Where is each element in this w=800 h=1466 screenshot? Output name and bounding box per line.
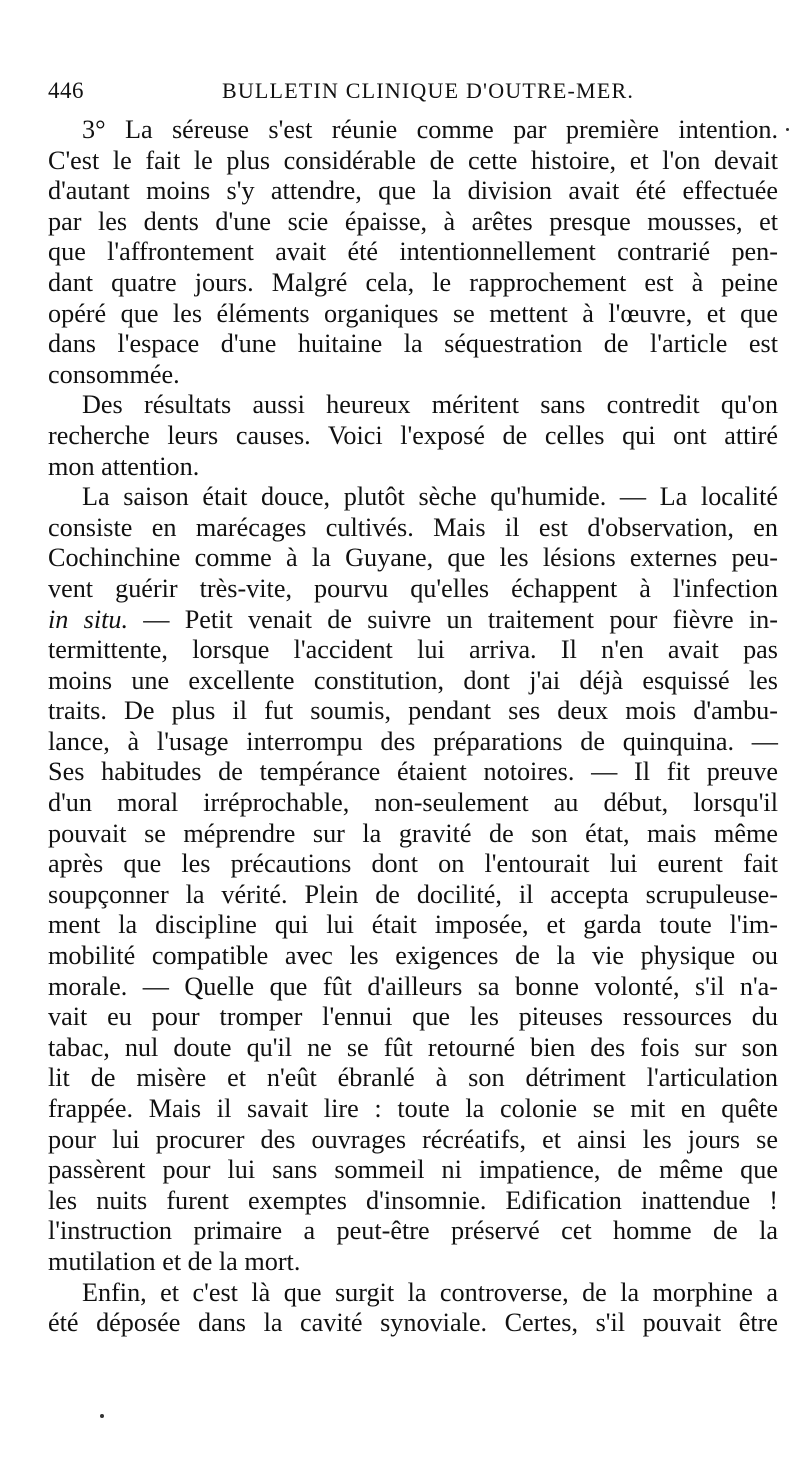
text-line: dans l'espace d'une huitaine la séquestration de l'article est bbox=[48, 329, 778, 359]
text-line: que l'affrontement avait été intentionnellement contrarié pen- bbox=[48, 237, 778, 267]
text-line: été déposée dans la cavité synoviale. Certes, s'il pouvait être bbox=[48, 1308, 778, 1338]
text-line: recherche leurs causes. Voici l'exposé de celles qui ont attiré bbox=[48, 420, 778, 450]
text-line: Des résultats aussi heureux méritent sans contredit qu'on bbox=[82, 390, 778, 420]
text-line: mon attention. bbox=[48, 451, 200, 481]
text-line: mobilité compatible avec les exigences de la vie physique ou bbox=[48, 941, 778, 971]
text-line: pour lui procurer des ouvrages récréatifs, et ainsi les jours se bbox=[48, 1124, 778, 1154]
text-line: termittente, lorsque l'accident lui arriva. Il n'en avait pas bbox=[48, 635, 778, 665]
text-line: par les dents d'une scie épaisse, à arêtes presque mousses, et bbox=[48, 206, 778, 236]
text-line-with-italic bbox=[48, 605, 778, 636]
text-line: l'instruction primaire a peut-être préservé cet homme de la bbox=[48, 1216, 778, 1246]
page-number: 446 bbox=[48, 78, 84, 103]
text-line: moins une excellente constitution, dont j'ai déjà esquissé les bbox=[48, 665, 778, 695]
text-line: Ses habitudes de tempérance étaient notoires. — Il fit preuve bbox=[48, 757, 778, 787]
text-line: pouvait se méprendre sur la gravité de son état, mais même bbox=[48, 818, 778, 848]
paragraph-3 bbox=[48, 482, 778, 1277]
text-line: Cochinchine comme à la Guyane, que les lésions externes peu- bbox=[48, 543, 778, 573]
paragraph-2 bbox=[48, 390, 778, 482]
text-line: vent guérir très-vite, pourvu qu'elles échappent à l'infection bbox=[48, 573, 778, 603]
text-line: tabac, nul doute qu'il ne se fût retourné bien des fois sur son bbox=[48, 1032, 778, 1062]
text-line: C'est le fait le plus considérable de cette histoire, et l'on devait bbox=[48, 145, 778, 175]
text-line: dant quatre jours. Malgré cela, le rapprochement est à peine bbox=[48, 267, 778, 297]
text-line: Enfin, et c'est là que surgit la controverse, de la morphine a bbox=[82, 1277, 778, 1307]
text-line: vait eu pour tromper l'ennui que les piteuses ressources du bbox=[48, 1002, 778, 1032]
text-line: d'autant moins s'y attendre, que la division avait été effectuée bbox=[48, 176, 778, 206]
italic-phrase: in situ. bbox=[48, 604, 129, 634]
ink-speck bbox=[786, 128, 789, 131]
text-line: consommée. bbox=[48, 359, 180, 389]
text-line: après que les précautions dont on l'entourait lui eurent fait bbox=[48, 849, 778, 879]
text-line: opéré que les éléments organiques se mettent à l'œuvre, et que bbox=[48, 298, 778, 328]
text-line: passèrent pour lui sans sommeil ni impatience, de même que bbox=[48, 1155, 778, 1185]
text-line: La saison était douce, plutôt sèche qu'humide. — La localité bbox=[82, 482, 778, 512]
text-line: traits. De plus il fut soumis, pendant ses deux mois d'ambu- bbox=[48, 696, 778, 726]
text-line: morale. — Quelle que fût d'ailleurs sa bonne volonté, s'il n'a- bbox=[48, 971, 778, 1001]
body-text bbox=[48, 115, 778, 1339]
running-head: BULLETIN CLINIQUE D'OUTRE-MER. bbox=[221, 78, 635, 103]
paragraph-1 bbox=[48, 115, 778, 390]
paragraph-4 bbox=[48, 1278, 778, 1339]
text-line: ment la discipline qui lui était imposée, et garda toute l'im- bbox=[48, 910, 778, 940]
text-line: mutilation et de la mort. bbox=[48, 1246, 301, 1276]
text-line: les nuits furent exemptes d'insomnie. Edification inattendue ! bbox=[48, 1185, 778, 1215]
text-line: frappée. Mais il savait lire : toute la colonie se mit en quête bbox=[48, 1094, 778, 1123]
page-header bbox=[48, 78, 778, 110]
text-line: consiste en marécages cultivés. Mais il est d'observation, en bbox=[48, 512, 778, 542]
text-line: soupçonner la vérité. Plein de docilité, il accepta scrupuleuse- bbox=[48, 879, 778, 909]
line-remainder: — Petit venait de suivre un traitement pour fièvre in- bbox=[128, 604, 778, 634]
ink-speck bbox=[100, 1414, 104, 1418]
text-line: 3° La séreuse s'est réunie comme par première intention. bbox=[82, 115, 778, 144]
text-line: d'un moral irréprochable, non-seulement au début, lorsqu'il bbox=[48, 788, 778, 818]
text-line: lit de misère et n'eût ébranlé à son détriment l'articulation bbox=[48, 1063, 778, 1093]
text-line: lance, à l'usage interrompu des préparations de quinquina. — bbox=[48, 726, 778, 756]
